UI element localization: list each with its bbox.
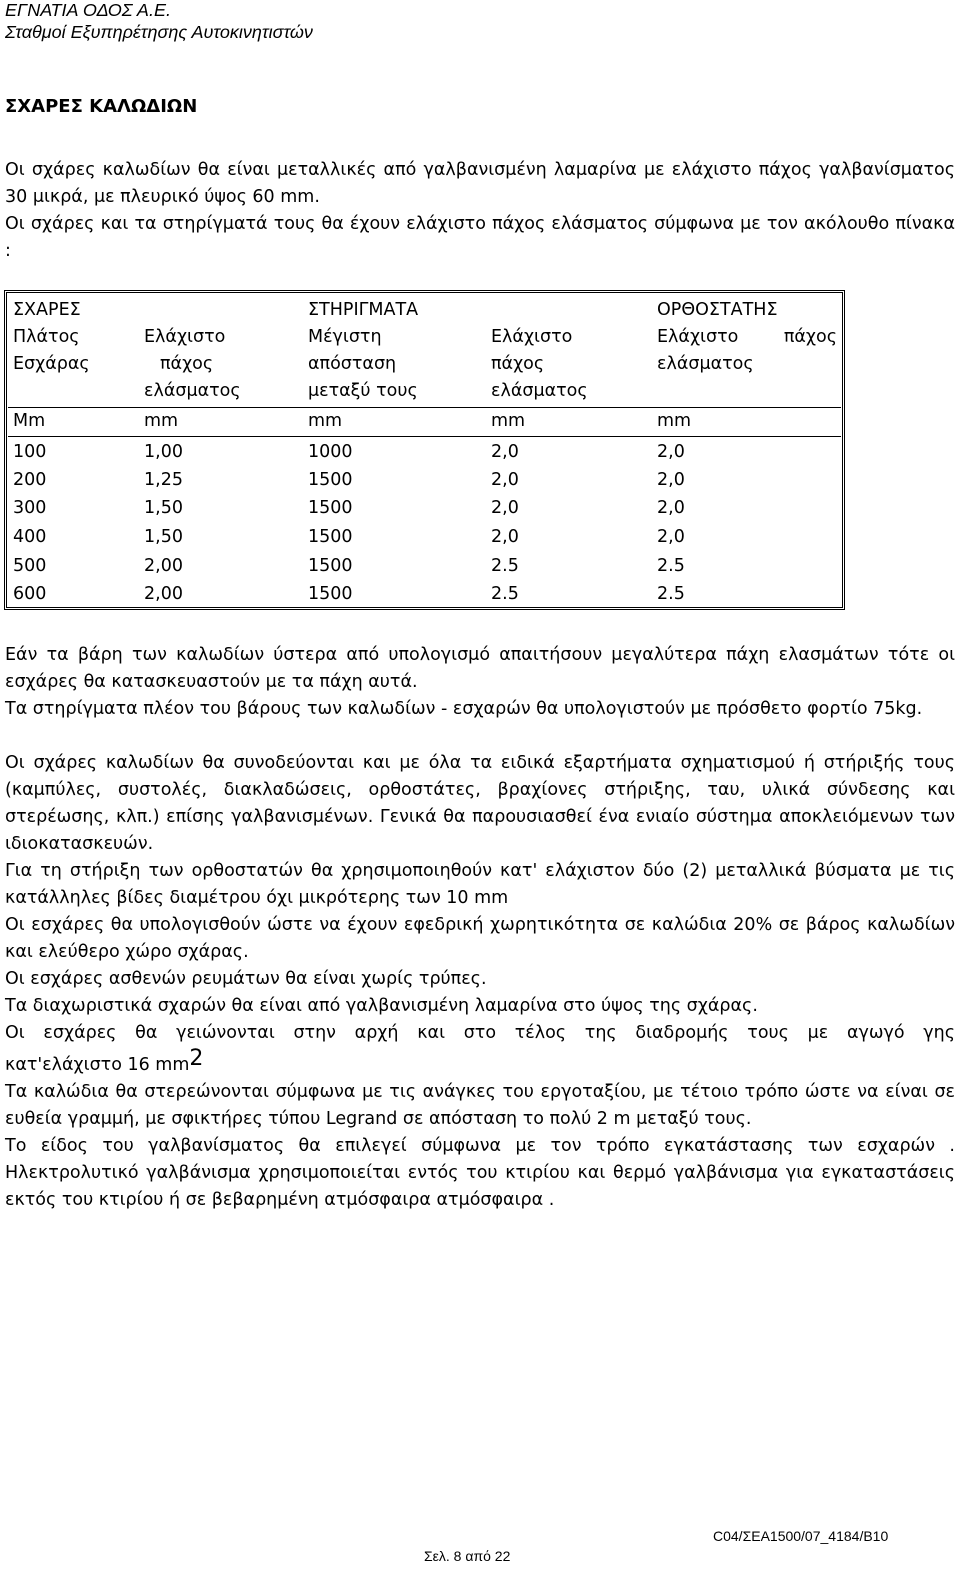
unit-upright-thickness: mm bbox=[657, 411, 692, 431]
unit-grate-thickness: mm bbox=[144, 411, 179, 431]
col-header-upright-thickness-l1: Ελάχιστο πάχος bbox=[657, 327, 837, 347]
table-row-1-grate: 1,00 bbox=[144, 442, 183, 462]
unit-max-distance: mm bbox=[308, 411, 343, 431]
table-row-3-support: 2,0 bbox=[491, 498, 519, 518]
group-header-grates: ΣΧΑΡΕΣ bbox=[13, 300, 81, 320]
table-row-2-distance: 1500 bbox=[308, 470, 353, 490]
paragraph-dividers: Τα διαχωριστικά σχαρών θα είναι από γαλβανισμένη λαμαρίνα στο ύψος της σχάρας. bbox=[5, 996, 758, 1016]
group-header-supports: ΣΤΗΡΙΓΜΑΤΑ bbox=[308, 300, 419, 320]
paragraph-galvanizing: Το είδος του γαλβανίσματος θα επιλεγεί σύμφωνα με τον τρόπο εγκατάστασης των εσχαρών . Ηλεκτρολυτικό γαλβάνισμα χρησιμοποιείται εντός του κτιρίου και θερμό γαλβάνισμα για εγκαταστάσεις εκτός του κτιρίου ή σε βεβαρημένη ατμόσφαιρα ατμόσφαιρα . bbox=[5, 1136, 955, 1210]
unit-width: Mm bbox=[13, 411, 46, 431]
table-row-5-support: 2.5 bbox=[491, 556, 519, 576]
table-row-6-support: 2.5 bbox=[491, 584, 519, 604]
table-row-5-distance: 1500 bbox=[308, 556, 353, 576]
table-row-6-distance: 1500 bbox=[308, 584, 353, 604]
table-row-5-upright: 2.5 bbox=[657, 556, 685, 576]
paragraph-grounding-line1: Οι εσχάρες θα γειώνονται στην αρχή και στο τέλος της διαδρομής τους με αγωγό γης bbox=[5, 1023, 955, 1043]
col-header-grate-thickness-l3: ελάσματος bbox=[144, 381, 241, 401]
paragraph-weak-current: Οι εσχάρες ασθενών ρευμάτων θα είναι χωρίς τρύπες. bbox=[5, 969, 487, 989]
col-header-support-thickness-l3: ελάσματος bbox=[491, 381, 588, 401]
paragraph-heavier-cables: Εάν τα βάρη των καλωδίων ύστερα από υπολογισμό απαιτήσουν μεγαλύτερα πάχη ελασμάτων τότε οι εσχάρες θα κατασκευαστούν με τα πάχη αυτά. bbox=[5, 645, 955, 692]
paragraph-upright-mounting: Για τη στήριξη των ορθοστατών θα χρησιμοποιηθούν κατ' ελάχιστον δύο (2) μεταλλικά βύσματα με τις κατάλληλες βίδες διαμέτρου όχι μικρότερης των 10 mm bbox=[5, 861, 955, 908]
col-header-max-distance-l2: απόσταση bbox=[308, 354, 397, 374]
table-row-3-width: 300 bbox=[13, 498, 47, 518]
paragraph-cable-fixing: Τα καλώδια θα στερεώνονται σύμφωνα με τις ανάγκες του εργοταξίου, με τέτοιο τρόπο ώστε να είναι σε ευθεία γραμμή, με σφικτήρες τύπου Legrand σε απόσταση το πολύ 2 m μεταξύ τους. bbox=[5, 1082, 955, 1129]
col-header-max-distance-l3: μεταξύ τους bbox=[308, 381, 418, 401]
table-row-4-distance: 1500 bbox=[308, 527, 353, 547]
grounding-section-text: κατ'ελάχιστο 16 mm bbox=[5, 1055, 190, 1075]
table-row-6-width: 600 bbox=[13, 584, 47, 604]
unit-support-thickness: mm bbox=[491, 411, 526, 431]
table-row-1-support: 2,0 bbox=[491, 442, 519, 462]
table-row-2-upright: 2,0 bbox=[657, 470, 685, 490]
header-subtitle: Σταθμοί Εξυπηρέτησης Αυτοκινητιστών bbox=[5, 22, 313, 42]
table-row-3-distance: 1500 bbox=[308, 498, 353, 518]
table-row-5-width: 500 bbox=[13, 556, 47, 576]
table-row-6-grate: 2,00 bbox=[144, 584, 183, 604]
footer-doc-code: C04/ΣΕΑ1500/07_4184/Β10 bbox=[713, 1528, 889, 1544]
table-row-4-width: 400 bbox=[13, 527, 47, 547]
intro-paragraph-1: Οι σχάρες καλωδίων θα είναι μεταλλικές από γαλβανισμένη λαμαρίνα με ελάχιστο πάχος γαλβανίσματος 30 μικρά, με πλευρικό ύψος 60 mm. bbox=[5, 160, 955, 207]
table-row-3-upright: 2,0 bbox=[657, 498, 685, 518]
table-row-1-distance: 1000 bbox=[308, 442, 353, 462]
col-header-width-l2: Εσχάρας bbox=[13, 354, 90, 374]
table-row-2-grate: 1,25 bbox=[144, 470, 183, 490]
table-separator-units bbox=[8, 407, 841, 408]
paragraph-spare-capacity: Οι εσχάρες θα υπολογισθούν ώστε να έχουν εφεδρική χωρητικότητα σε καλώδια 20% σε βάρος καλωδίων και ελεύθερο χώρο σχάρας. bbox=[5, 915, 955, 962]
table-row-1-upright: 2,0 bbox=[657, 442, 685, 462]
col-header-upright-thickness-l2: ελάσματος bbox=[657, 354, 754, 374]
intro-paragraph-2: Οι σχάρες και τα στηρίγματά τους θα έχουν ελάχιστο πάχος ελάσματος σύμφωνα με τον ακόλουθο πίνακα : bbox=[5, 214, 955, 261]
table-row-4-grate: 1,50 bbox=[144, 527, 183, 547]
table-row-6-upright: 2.5 bbox=[657, 584, 685, 604]
table-row-2-width: 200 bbox=[13, 470, 47, 490]
table-row-3-grate: 1,50 bbox=[144, 498, 183, 518]
footer-page-number: Σελ. 8 από 22 bbox=[424, 1548, 511, 1564]
table-row-2-support: 2,0 bbox=[491, 470, 519, 490]
paragraph-accessories: Οι σχάρες καλωδίων θα συνοδεύονται και με όλα τα ειδικά εξαρτήματα σχηματισμού ή στήριξής τους (καμπύλες, συστολές, διακλαδώσεις, ορθοστάτες, βραχίονες στήριξης, ταυ, υλικά σύνδεσης και στερέωσης, κλπ.) επίσης γαλβανισμένων. Γενικά θα παρουσιασθεί ένα ενιαίο σύστημα αποκλειόμενων των ιδιοκατασκευών. bbox=[5, 753, 955, 854]
paragraph-supports-load: Τα στηρίγματα πλέον του βάρους των καλωδίων - εσχαρών θα υπολογιστούν με πρόσθετο φορτίο 75kg. bbox=[5, 699, 923, 719]
group-header-upright: ΟΡΘΟΣΤΑΤΗΣ bbox=[657, 300, 778, 320]
col-header-support-thickness-l2: πάχος bbox=[491, 354, 545, 374]
table-row-4-upright: 2,0 bbox=[657, 527, 685, 547]
col-header-width-l1: Πλάτος bbox=[13, 327, 80, 347]
table-row-4-support: 2,0 bbox=[491, 527, 519, 547]
col-header-max-distance-l1: Μέγιστη bbox=[308, 327, 382, 347]
paragraph-grounding-line2 bbox=[5, 1046, 955, 1079]
table-separator-data bbox=[8, 436, 841, 437]
section-title: ΣΧΑΡΕΣ ΚΑΛΩΔΙΩΝ bbox=[5, 96, 198, 117]
col-header-support-thickness-l1: Ελάχιστο bbox=[491, 327, 573, 347]
table-row-1-width: 100 bbox=[13, 442, 47, 462]
grounding-superscript: 2 bbox=[189, 1046, 204, 1071]
col-header-grate-thickness-l1: Ελάχιστο bbox=[144, 327, 226, 347]
header-company: ΕΓΝΑΤΙΑ ΟΔΟΣ Α.Ε. bbox=[5, 0, 171, 20]
table-row-5-grate: 2,00 bbox=[144, 556, 183, 576]
col-header-grate-thickness-l2: πάχος bbox=[160, 354, 214, 374]
